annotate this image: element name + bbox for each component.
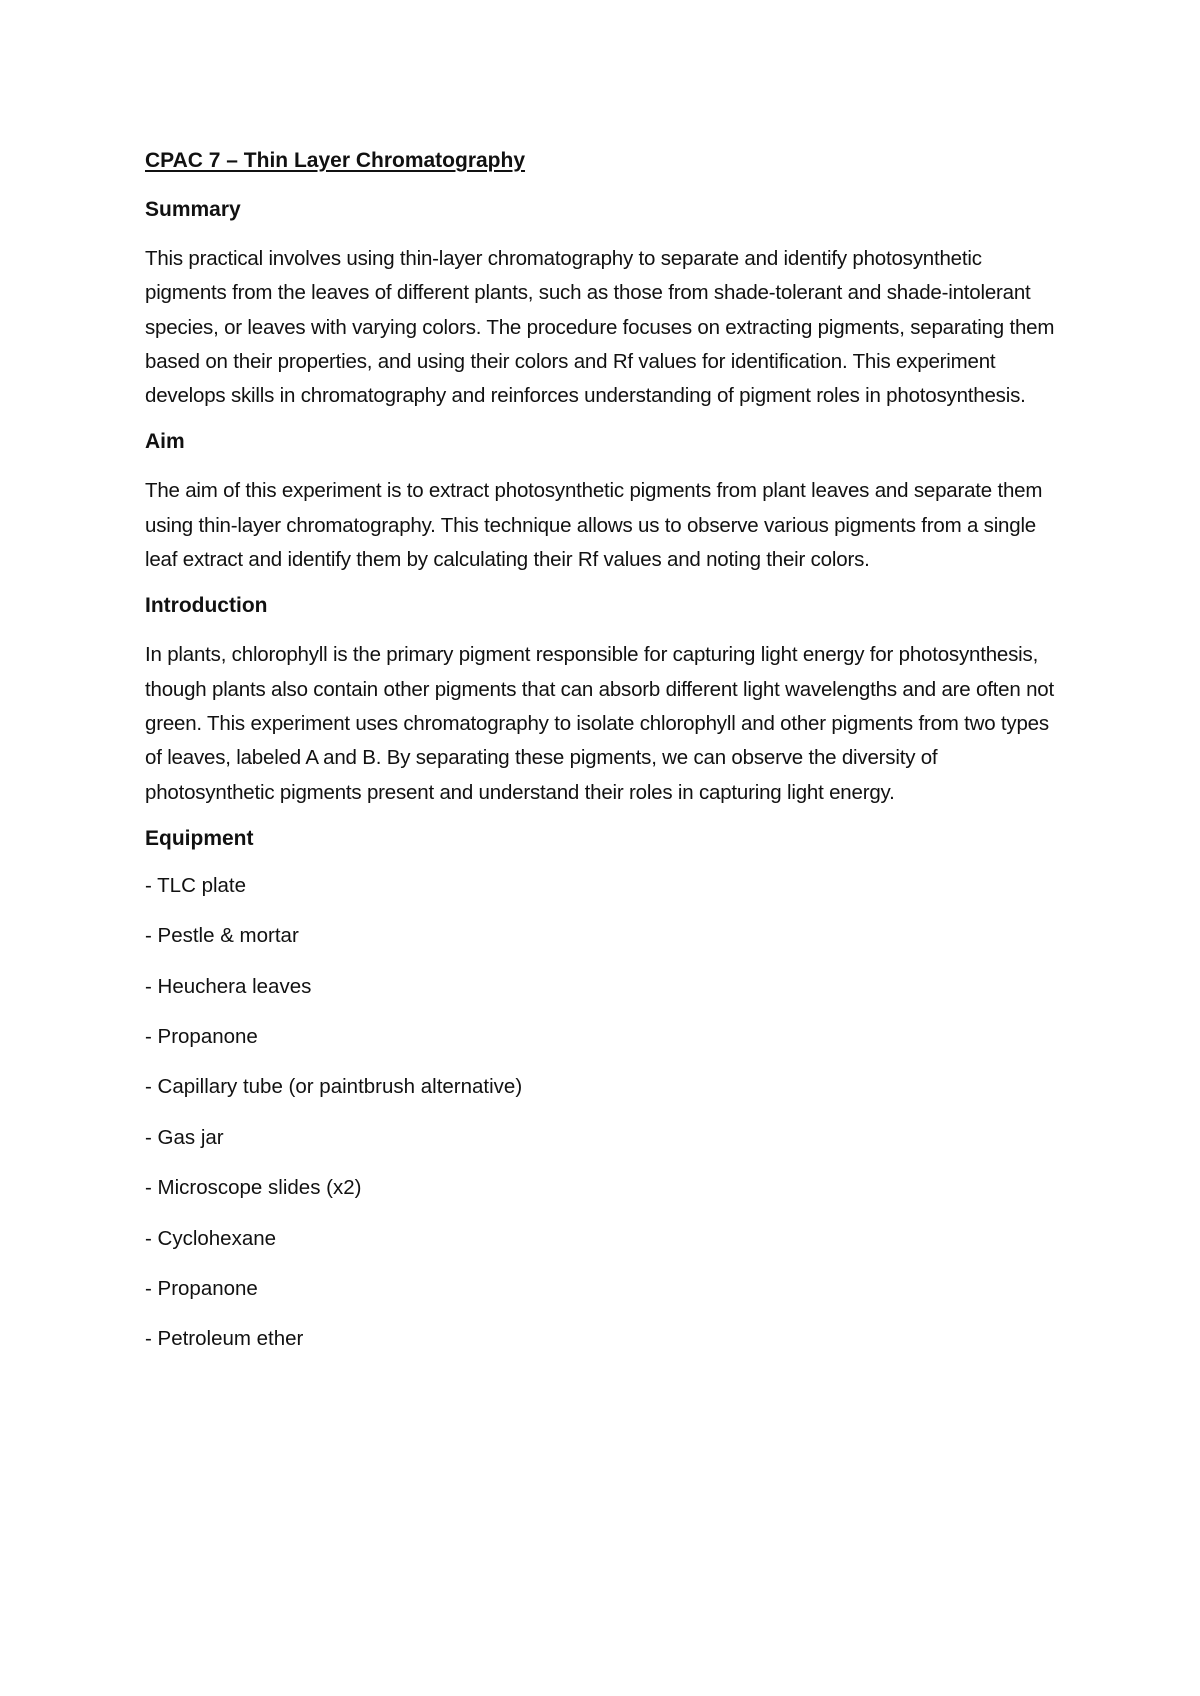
introduction-heading: Introduction [145,594,268,618]
document-page [145,146,1065,1375]
summary-paragraph: This practical involves using thin-layer chromatography to separate and identify photosynthetic pigments from the leaves of different plants, such as those from shade-tolerant and shade-intolerant species, or leaves with varying colors. The procedure focuses on extracting pigments, separating them based on their properties, and using their colors and Rf values for identification. This experiment develops skills in chromatography and reinforces understanding of pigment roles in photosynthesis. [145,247,1055,408]
equipment-item: - Pestle & mortar [145,924,299,948]
equipment-list [145,871,1065,1355]
equipment-item: - Microscope slides (x2) [145,1176,362,1200]
equipment-heading: Equipment [145,826,254,850]
aim-paragraph: The aim of this experiment is to extract photosynthetic pigments from plant leaves and separate them using thin-layer chromatography. This technique allows us to observe various pigments from a single leaf extract and identify them by calculating their Rf values and noting their colors. [145,479,1043,572]
document-title: CPAC 7 – Thin Layer Chromatography [145,149,526,172]
equipment-section [145,824,1065,1355]
equipment-item: - TLC plate [145,873,247,897]
aim-heading: Aim [145,430,185,454]
equipment-item: - Capillary tube (or paintbrush alternative) [145,1075,523,1099]
equipment-item: - Propanone [145,1276,258,1300]
summary-section [145,195,1065,413]
equipment-item: - Heuchera leaves [145,974,312,998]
introduction-paragraph: In plants, chlorophyll is the primary pigment responsible for capturing light energy for photosynthesis, though plants also contain other pigments that can absorb different light wavelengths and are often not green. This experiment uses chromatography to isolate chlorophyll and other pigments from two types of leaves, labeled A and B. By separating these pigments, we can observe the diversity of photosynthetic pigments present and understand their roles in capturing light energy. [145,643,1054,804]
equipment-item: - Gas jar [145,1125,224,1149]
summary-heading: Summary [145,198,241,221]
introduction-section [145,591,1065,809]
aim-section [145,427,1065,577]
equipment-item: - Petroleum ether [145,1327,304,1351]
equipment-item: - Cyclohexane [145,1226,277,1250]
equipment-item: - Propanone [145,1025,258,1049]
